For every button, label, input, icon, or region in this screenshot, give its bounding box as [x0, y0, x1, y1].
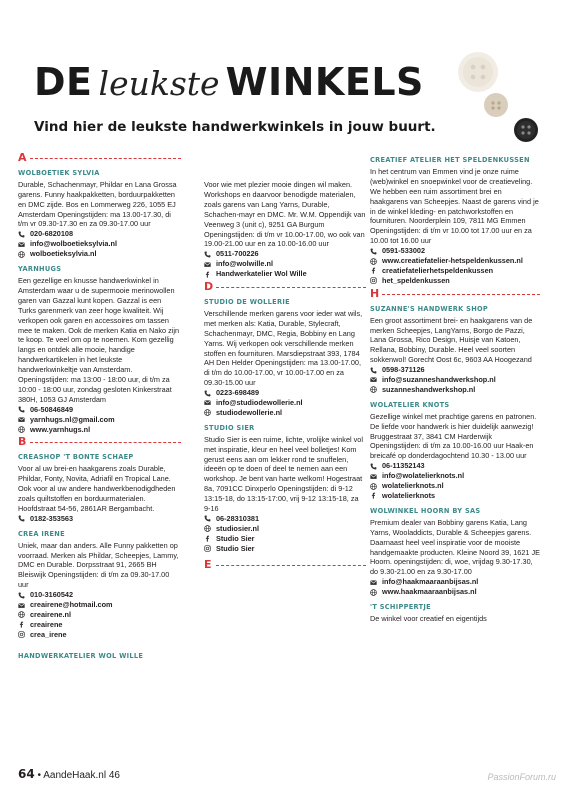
email-icon	[18, 416, 30, 423]
facebook-icon	[370, 267, 382, 274]
shop-email[interactable]: yarnhugs.nl@gmail.com	[18, 415, 181, 425]
page-subtitle: Vind hier de leukste handwerkwinkels in jouw buurt.	[34, 119, 436, 135]
web-icon	[370, 483, 382, 490]
title-leukste-script: leukste	[98, 64, 220, 103]
shop-description: Een groot assortiment brei- en haakgarens van de merken Scheepjes, LangYarns, Borgo de Pazzi, Lana Grossa, Rico Design, Huisje van Katoen, Rellana, Bobbiny, Durable. Heel veel soorten sokkenwol! Gorecht Oost 6c, 9603 AA Hoogezand	[370, 315, 533, 365]
shop-description: Gezellige winkel met prachtige garens en patronen. De liefde voor handwerk is hier duidelijk aanwezig! Bruggestraat 37, 3841 CM Harderwijk Openingstijden: di t/m za 10.00-16.00 uur Haak-en breicafé op donderdagochtend 10.30 - 13.00 uur	[370, 411, 537, 461]
shop-description: Een gezellige en knusse handwerkwinkel in Amsterdam waar u de supermooie merinowollen garen van Gazzal kunt kopen. Gazzal is een Turks garenmerk van zeer hoge kwaliteit. Wij verkopen ook garen en accessoires om tassen mee te maken. Ook de merken Katia en Nako zijn te koop. Te veel om op te noemen. Kom gezellig langs en ontdek alle mooie, handige handwerkartikelen in het leukste handwerkwinkeltje van Amsterdam. Openingstijden: ma 13:00 - 18:00 uur, di t/m za 10:00 - 18:00 uur, zondag gesloten Kinkerstraat 380H, 1053 GJ Amsterdam	[18, 275, 180, 404]
page-title	[34, 60, 424, 110]
shop-email[interactable]: info@suzanneshandwerkshop.nl	[370, 375, 540, 385]
shop-website[interactable]: studiodewollerie.nl	[204, 408, 366, 418]
shop-name: 'T SCHIPPERTJE	[370, 603, 431, 612]
shop-facebook[interactable]: wolatelierknots	[370, 491, 540, 501]
web-icon	[370, 589, 382, 596]
sewing-buttons-illustration	[438, 30, 548, 150]
facebook-icon	[370, 492, 382, 499]
shop-name: WOLATELIER KNOTS	[370, 400, 450, 409]
web-icon	[204, 409, 216, 416]
column-3	[370, 150, 540, 624]
letter-heading-a: A	[18, 153, 181, 163]
shop-description: Premium dealer van Bobbiny garens Katia, Lang Yarns, Wooladdicts, Durable & Scheepjes garens. Daarnaast heel veel inspiratie voor de mooiste handgemaakte producten. Kleine Noord 39, 1621 JE Hoorn. openingstijden: di, woe, vrijdag 9.30-17.30, do 9.30-21.00 en za 9.30-17.00	[370, 517, 540, 577]
email-icon	[370, 473, 382, 480]
instagram-icon	[204, 545, 216, 552]
letter-heading-h: H	[370, 289, 540, 299]
email-icon	[204, 399, 216, 406]
phone-icon	[204, 251, 216, 258]
shop-name: STUDIO DE WOLLERIE	[204, 297, 290, 306]
phone-icon	[18, 515, 30, 522]
email-icon	[370, 579, 382, 586]
button-cream-icon	[458, 52, 498, 92]
shop-website[interactable]: suzanneshandwerkshop.nl	[370, 385, 540, 395]
email-icon	[204, 261, 216, 268]
shop-description: In het centrum van Emmen vind je onze ruime (web)winkel en snoepwinkel voor de creatieveling. We hebben een ruim assortiment brei en haakgarens van Scheepjes. Naast de garens vind je in de winkel kleding- en patchworkstoffen en fournituren. Noorderplein 109, 7811 MG Emmen Openingstijden: di t/m vr 10.00 tot 17.00 uur en za 10.00 tot 16.00 uur	[370, 166, 539, 246]
page-footer	[18, 767, 120, 781]
letter-heading-b: B	[18, 437, 181, 447]
shop-facebook[interactable]: creairene	[18, 620, 181, 630]
email-icon	[18, 602, 30, 609]
shop-facebook[interactable]: Handwerkatelier Wol Wille	[204, 269, 366, 279]
shop-name: STUDIO SIER	[204, 423, 255, 432]
title-de: DE	[34, 60, 93, 104]
shop-name: SUZANNE'S HANDWERK SHOP	[370, 304, 489, 313]
shop-description: Verschillende merken garens voor ieder wat wils, met merken als: Katia, Durable, Stylecraft, Schachenmayr, DMC, Regia, Bobbiny en Lang Yarns. Wij verkopen ook verschillende merken stoffen en fournituren. Marsdiepstraat 393, 1784 AH Den Helder Openingstijden: ma 13.00-17.00, di t/m do 10.00-17.00, vr 10.00-17.00 en za 09.30-15.00 uur	[204, 308, 363, 388]
shop-phone[interactable]: 020-6820108	[18, 229, 181, 239]
footer-source: AandeHaak.nl 46	[43, 770, 120, 781]
phone-icon	[370, 248, 382, 255]
shop-website[interactable]: www.yarnhugs.nl	[18, 425, 181, 435]
instagram-icon	[18, 631, 30, 638]
phone-icon	[370, 463, 382, 470]
shop-instagram[interactable]: Studio Sier	[204, 544, 366, 554]
shop-name: WOLBOETIEK SYLVIA	[18, 168, 100, 177]
phone-icon	[18, 231, 30, 238]
facebook-icon	[18, 621, 30, 628]
shop-phone[interactable]: 010-3160542	[18, 590, 181, 600]
phone-icon	[370, 367, 382, 374]
web-icon	[18, 251, 30, 258]
shop-facebook[interactable]: creatiefatelierhetspeldenkussen	[370, 266, 540, 276]
button-black-icon	[514, 118, 538, 142]
watermark: PassionForum.ru	[487, 772, 556, 782]
phone-icon	[18, 406, 30, 413]
shop-name: HANDWERKATELIER WOL WILLE	[18, 651, 144, 660]
phone-icon	[18, 592, 30, 599]
shop-phone[interactable]: 0591-533002	[370, 246, 540, 256]
email-icon	[370, 376, 382, 383]
shop-website[interactable]: creairene.nl	[18, 610, 181, 620]
shop-description: Voor wie met plezier mooie dingen wil maken. Workshops en daarvoor benodigde materialen, zoals garens van Lang Yarns, Durable, Schachen-mayr en DMC. Mr. W.M. Oppendijk van Veenweg 3 (unit c), 9251 GA Burgum Openingstijden: di t/m vr 10.00-17.00, wo ook van 19.00-21.00 uur en za 10.00-16.00 uur	[204, 180, 366, 249]
shop-description: Uniek, maar dan anders. Alle Funny pakketten op voorraad. Merken als Phildar, Scheepjes, Lammy, DMC en Durable. Dorpsstraat 91, 2665 BH Bleiswijk Openingstijden: di t/m za 09.30-17.00 uur	[18, 540, 179, 590]
shop-description: Durable, Schachenmayr, Phildar en Lana Grossa garens. Funny haakpakketten, borduurpakketten en DMC zijde. Bos en Lommerweg 226, 1055 EJ Amsterdam Openingstijden: ma 13.00-17.30, di t/m vr 09.30-17.30 en za 09.30-17.00 uur	[18, 179, 177, 229]
shop-email[interactable]: info@wolwille.nl	[204, 259, 366, 269]
shop-description: Voor al uw brei-en haakgarens zoals Durable, Phildar, Fonty, Novita, Adriafil en Tropical Lane. Ook voor al uw andere handwerkbenodigdheden zoals quiltstoffen en borduurmaterialen. Hoofdstraat 54-56, 2861AR Bergambacht.	[18, 464, 176, 513]
shop-name: CREASHOP 'T BONTE SCHAEP	[18, 453, 134, 462]
shop-phone[interactable]: 06-11352143	[370, 461, 540, 471]
column-1	[18, 150, 181, 663]
web-icon	[370, 386, 382, 393]
web-icon	[370, 258, 382, 265]
phone-icon	[204, 515, 216, 522]
shop-phone[interactable]: 0598-371126	[370, 365, 540, 375]
shop-email[interactable]: info@studiodewollerie.nl	[204, 398, 366, 408]
facebook-icon	[204, 271, 216, 278]
shop-email[interactable]: creairene@hotmail.com	[18, 600, 181, 610]
letter-heading-e: E	[204, 560, 366, 570]
footer-bullet: •	[37, 770, 41, 781]
shop-phone[interactable]: 0182-353563	[18, 514, 181, 524]
shop-instagram[interactable]: crea_irene	[18, 630, 181, 640]
column-2	[204, 180, 366, 573]
shop-instagram[interactable]: het_speldenkussen	[370, 276, 540, 286]
shop-website[interactable]: wolatelierknots.nl	[370, 481, 540, 491]
shop-website[interactable]: www.creatiefatelier-hetspeldenkussen.nl	[370, 256, 540, 266]
shop-email[interactable]: info@wolatelierknots.nl	[370, 471, 540, 481]
shop-facebook[interactable]: Studio Sier	[204, 534, 366, 544]
shop-name: YARNHUGS	[18, 265, 62, 274]
page-number: 64	[18, 767, 35, 781]
web-icon	[18, 426, 30, 433]
button-beige-icon	[484, 93, 508, 117]
shop-email[interactable]: info@wolboetieksylvia.nl	[18, 239, 181, 249]
instagram-icon	[370, 277, 382, 284]
facebook-icon	[204, 535, 216, 542]
shop-description: Studio Sier is een ruime, lichte, vrolijke winkel vol met inspiratie, kleur en heel veel bolletjes! Kom gerust eens aan om lekker rond te snuffelen, ideeën op te doen of deel te nemen aan een workshop. Je bent van harte welkom! Hogestraat 8a, 7091CC Dinxperlo Openingstijden: di 9-12 13:15-18, do 13:15-17:00, vrij 9-12 13:15-18, za 9-16	[204, 434, 363, 514]
letter-heading-d: D	[204, 282, 366, 292]
shop-email[interactable]: info@haakmaaraanbijsas.nl	[370, 577, 540, 587]
shop-description: De winkel voor creatief en eigentijds	[370, 613, 487, 623]
web-icon	[18, 611, 30, 618]
shop-website[interactable]: www.haakmaaraanbijsas.nl	[370, 587, 540, 597]
shop-name: CREATIEF ATELIER HET SPELDENKUSSEN	[370, 156, 530, 164]
shop-phone[interactable]: 06-50846849	[18, 405, 181, 415]
shop-phone[interactable]: 06-28310381	[204, 514, 366, 524]
shop-website[interactable]: wolboetieksylvia.nl	[18, 249, 181, 259]
email-icon	[18, 241, 30, 248]
phone-icon	[204, 390, 216, 397]
shop-phone[interactable]: 0511-700226	[204, 249, 366, 259]
shop-name: CREA IRENE	[18, 529, 65, 538]
web-icon	[204, 525, 216, 532]
shop-phone[interactable]: 0223-698489	[204, 388, 366, 398]
title-winkels: WINKELS	[225, 60, 424, 104]
shop-website[interactable]: studiosier.nl	[204, 524, 366, 534]
shop-name: WOLWINKEL HOORN BY SAS	[370, 506, 481, 515]
